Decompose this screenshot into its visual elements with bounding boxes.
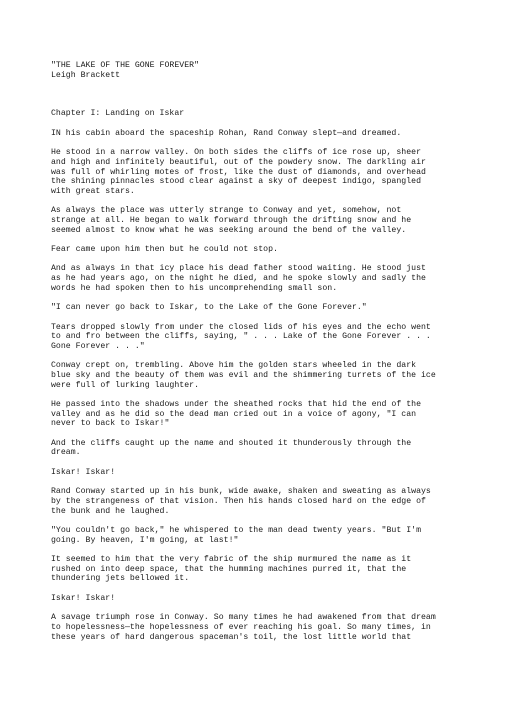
paragraph-line: as he had years ago, on the night he died, and he spoke slowly and sadly the [51,274,426,284]
paragraph-line: "You couldn't go back," he whispered to the man dead twenty years. "But I'm [51,525,421,535]
paragraph-line: the shining pinnacles stood clear against a sky of deepest indigo, spangled [51,177,421,187]
paragraph-line: was full of whirling motes of frost, like the dust of diamonds, and overhead [51,167,426,177]
paragraph [51,487,491,516]
paragraph-line: to and fro between the cliffs, saying, " . . . Lake of the Gone Forever . . . [51,332,431,342]
paragraph-line: Rand Conway started up in his bunk, wide awake, shaken and sweating as always [51,487,431,497]
paragraph [51,361,491,390]
paragraph-line: rushed on into deep space, that the humming machines purred it, that the [51,564,407,574]
paragraph-line: and high and infinitely beautiful, out of the powdery snow. The darkling air [51,157,426,167]
paragraph [51,439,491,458]
paragraph [51,148,491,196]
paragraph-line: And the cliffs caught up the name and shouted it thunderously through the [51,438,412,448]
paragraph-line: words he had spoken then to his uncomprehending small son. [51,283,338,293]
paragraph-line: never to back to Iskar!" [51,419,170,429]
paragraph [51,303,491,313]
paragraph-line: IN his cabin aboard the spaceship Rohan, Rand Conway slept—and dreamed. [51,128,402,138]
paragraph-line: Iskar! Iskar! [51,593,116,603]
paragraph-line: were full of lurking laughter. [51,380,199,390]
story-author: Leigh Brackett [51,70,121,80]
paragraph-line: with great stars. [51,186,135,196]
chapter-heading: Chapter I: Landing on Iskar [51,109,185,119]
paragraph [51,594,491,604]
paragraph-line: A savage triumph rose in Conway. So many times he had awakened from that dream [51,613,436,623]
paragraph-line: these years of hard dangerous spaceman's toil, the lost little world that [51,632,412,642]
paragraph [51,264,491,293]
story-title: "THE LAKE OF THE GONE FOREVER" [51,61,199,70]
paragraph-line: by the strangeness of that vision. Then his hands closed hard on the edge of [51,496,426,506]
paragraph-line: Tears dropped slowly from under the closed lids of his eyes and the echo went [51,322,431,332]
paragraph [51,206,491,235]
paragraph-line: Conway crept on, trembling. Above him the golden stars wheeled in the dark [51,361,417,371]
paragraph [51,526,491,545]
paragraph-line: dream. [51,448,81,458]
paragraph-line: He passed into the shadows under the sheathed rocks that hid the end of the [51,400,421,409]
paragraph [51,400,491,429]
paragraph-line: seemed almost to know what he was seeking around the bend of the valley. [51,225,407,235]
paragraph-line: the bunk and he laughed. [51,506,170,516]
paragraph [51,129,491,139]
paragraph [51,245,491,255]
paragraph [51,468,491,478]
paragraph-line: It seemed to him that the very fabric of the ship murmured the name as it [51,555,412,564]
paragraph-line: And as always in that icy place his dead father stood waiting. He stood just [51,264,426,274]
paragraph-line: blue sky and the beauty of them was evil and the shimmering turrets of the ice [51,370,436,380]
paragraph [51,323,491,352]
paragraph-line: strange at all. He began to walk forward through the drifting snow and he [51,215,412,225]
paragraph-line: "I can never go back to Iskar, to the Lake of the Gone Forever." [51,303,367,313]
paragraph-line: to hopelessness—the hopelessness of ever reaching his goal. So many times, in [51,622,431,632]
document-body [51,61,491,652]
story-paragraphs [51,129,491,642]
paragraph-line: Iskar! Iskar! [51,467,116,477]
paragraph-line: Gone Forever . . ." [51,341,145,351]
chapter-heading-block [51,109,491,119]
paragraph-line: As always the place was utterly strange to Conway and yet, somehow, not [51,206,402,216]
paragraph [51,613,491,642]
paragraph-line: He stood in a narrow valley. On both sides the cliffs of ice rose up, sheer [51,148,421,158]
document-header [51,61,491,80]
paragraph-line: Fear came upon him then but he could not stop. [51,245,278,254]
paragraph-line: thundering jets bellowed it. [51,574,190,584]
paragraph-line: going. By heaven, I'm going, at last!" [51,535,239,545]
paragraph [51,555,491,584]
paragraph-line: valley and as he did so the dead man cried out in a voice of agony, "I can [51,409,417,419]
